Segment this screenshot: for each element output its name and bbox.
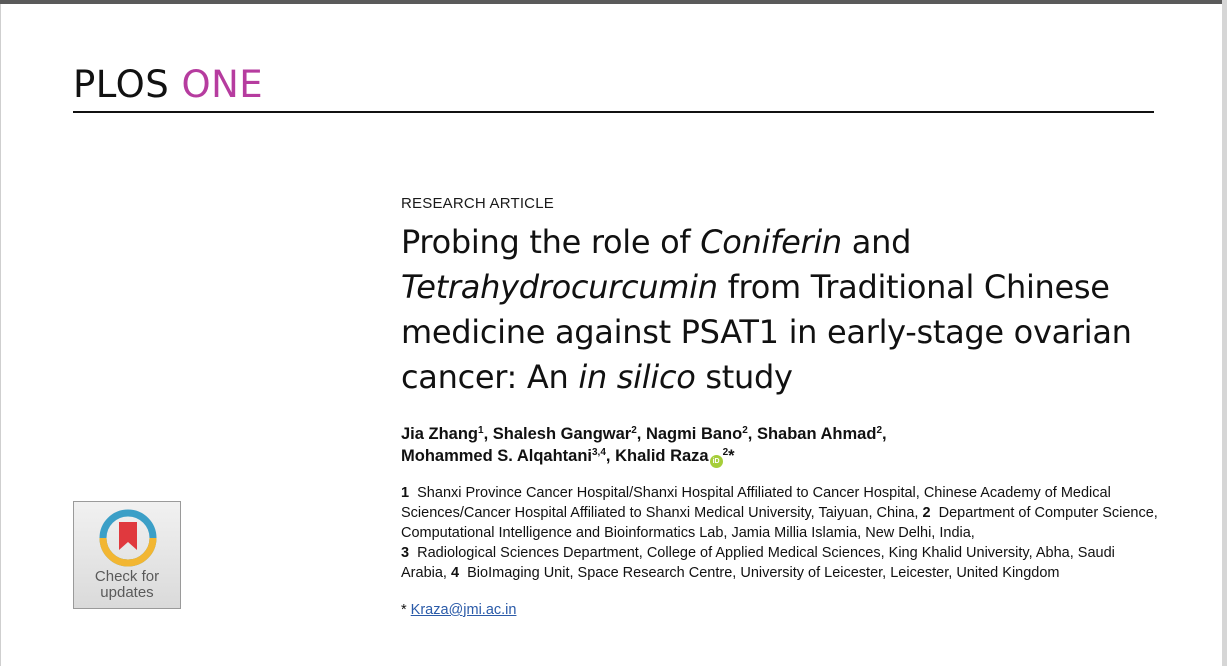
author-separator: , [605,447,616,465]
check-for-updates-badge[interactable] [73,501,181,609]
affil-number: 1 [401,485,410,501]
journal-logo [73,63,264,106]
author-name[interactable]: Jia Zhang [401,425,479,443]
author-separator: , [882,425,887,443]
corresponding-mark: * [728,447,735,465]
affil-text: Department of Computer Science, Computational Intelligence and Bioinformatics Lab, Jamia Millia Islamia, New Delhi, India, [401,505,1158,541]
journal-name-plos: PLOS [73,63,170,106]
author-name[interactable]: Nagmi Bano [645,425,743,443]
author-separator: , [747,425,757,443]
orcid-icon[interactable]: iD [710,455,723,468]
author-affil-sup: 2 [742,425,748,436]
author-separator: , [636,425,646,443]
affil-text: Radiological Sciences Department, College of Applied Medical Sciences, King Khalid University, Abha, Saudi Arabia, [401,545,1115,581]
title-italic-in-silico: in silico [578,358,696,396]
article-type: RESEARCH ARTICLE [401,195,554,212]
author-affil-sup: 2 [876,425,883,436]
title-italic-coniferin: Coniferin [700,223,842,261]
check-for-updates-label [74,569,180,601]
author-name[interactable]: Shalesh Gangwar [492,425,632,443]
check-for-updates-line2: updates [100,584,154,601]
affil-number: 2 [922,505,931,521]
author-name[interactable]: Mohammed S. Alqahtani [401,447,592,465]
check-for-updates-icon [98,508,158,568]
author-name[interactable]: Shaban Ahmad [756,425,877,443]
author-affil-sup: 2 [631,425,637,436]
author-name[interactable]: Khalid Raza [615,447,709,465]
title-part: from Traditional Chinese medicine against PSAT1 in early-stage ovarian cancer: An [401,268,1132,396]
title-part: Probing the role of [401,223,701,261]
corresponding-asterisk: * [401,602,411,618]
author-list [401,423,1161,468]
affiliations [401,483,1161,583]
author-affil-sup: 3,4 [592,447,606,458]
window-right-border [1222,0,1227,666]
author-separator: , [483,425,493,443]
title-italic-tetrahydrocurcumin: Tetrahydrocurcumin [401,268,718,306]
article-title [401,220,1161,400]
author-affil-sup: 1 [478,425,484,436]
affil-number: 4 [450,565,460,581]
affil-text: Shanxi Province Cancer Hospital/Shanxi Hospital Affiliated to Cancer Hospital, Chinese Academy of Medical Sciences/Cancer Hospital Affiliated to Shanxi Medical University, Taiyuan, China, [401,485,1111,521]
affil-number: 3 [401,545,410,561]
corresponding-author [401,602,516,618]
title-part: study [695,358,793,396]
affil-text: BioImaging Unit, Space Research Centre, University of Leicester, Leicester, United Kingdom [467,565,1060,581]
check-for-updates-line1: Check for [94,568,160,585]
header-rule [73,111,1154,113]
author-affil-sup: 2 [722,447,729,458]
journal-name-one: ONE [181,63,264,106]
title-part: and [841,223,912,261]
corresponding-email-link[interactable]: Kraza@jmi.ac.in [410,602,517,618]
pdf-page [0,4,1223,666]
